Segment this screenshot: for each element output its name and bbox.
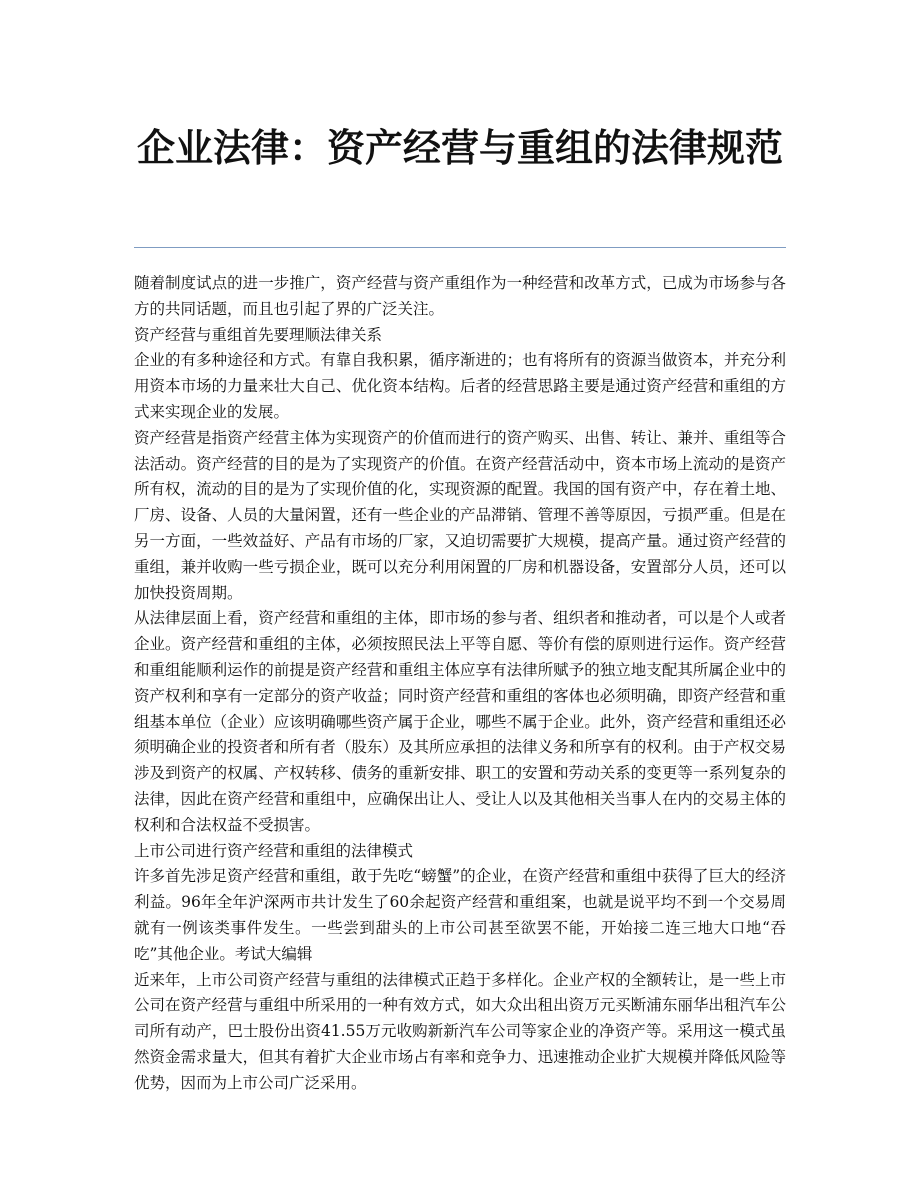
title-divider	[134, 247, 786, 248]
paragraph: 资产经营是指资产经营主体为实现资产的价值而进行的资产购买、出售、转让、兼并、重组等合法活动。资产经营的目的是为了实现资产的价值。在资产经营活动中，资本市场上流动的是资产所有权，流动的目的是为了实现价值的化，实现资源的配置。我国的国有资产中，存在着土地、厂房、设备、人员的大量闲置，还有一些企业的产品滞销、管理不善等原因，亏损严重。但是在另一方面，一些效益好、产品有市场的厂家，又迫切需要扩大规模，提高产量。通过资产经营的重组，兼并收购一些亏损企业，既可以充分利用闲置的厂房和机器设备，安置部分人员，还可以加快投资周期。	[134, 428, 786, 602]
document-body	[134, 271, 786, 1097]
paragraph: 近来年，上市公司资产经营与重组的法律模式正趋于多样化。企业产权的全额转让，是一些上市公司在资产经营与重组中所采用的一种有效方式，如大众出租出资万元买断浦东丽华出租汽车公司所有动产，巴士股份出资41.55万元收购新新汽车公司等家企业的净资产等。采用这一模式虽然资金需求量大，但其有着扩大企业市场占有率和竞争力、迅速推动企业扩大规模并降低风险等优势，因而为上市公司广泛采用。	[134, 970, 786, 1092]
paragraph: 企业的有多种途径和方式。有靠自我积累，循序渐进的；也有将所有的资源当做资本，并充分利用资本市场的力量来壮大自己、优化资本结构。后者的经营思路主要是通过资产经营和重组的方式来实现企业的发展。	[134, 351, 786, 421]
paragraph: 许多首先涉足资产经营和重组，敢于先吃“螃蟹”的企业，在资产经营和重组中获得了巨大的经济利益。96年全年沪深两市共计发生了60余起资产经营和重组案，也就是说平均不到一个交易周就有一例该类事件发生。一些尝到甜头的上市公司甚至欲罢不能，开始接二连三地大口地“吞吃”其他企业。考试大编辑	[134, 867, 786, 963]
section-heading: 上市公司进行资产经营和重组的法律模式	[134, 841, 414, 860]
document-title: 企业法律：资产经营与重组的法律规范	[136, 126, 783, 170]
section-heading: 资产经营与重组首先要理顺法律关系	[134, 325, 383, 344]
paragraph: 从法律层面上看，资产经营和重组的主体，即市场的参与者、组织者和推动者，可以是个人或者企业。资产经营和重组的主体，必须按照民法上平等自愿、等价有偿的原则进行运作。资产经营和重组能顺利运作的前提是资产经营和重组主体应享有法律所赋予的独立地支配其所属企业中的资产权利和享有一定部分的资产收益；同时资产经营和重组的客体也必须明确，即资产经营和重组基本单位（企业）应该明确哪些资产属于企业，哪些不属于企业。此外，资产经营和重组还必须明确企业的投资者和所有者（股东）及其所应承担的法律义务和所享有的权利。由于产权交易涉及到资产的权属、产权转移、债务的重新安排、职工的安置和劳动关系的变更等一系列复杂的法律，因此在资产经营和重组中，应确保出让人、受让人以及其他相关当事人在内的交易主体的权利和合法权益不受损害。	[134, 609, 786, 834]
paragraph: 随着制度试点的进一步推广，资产经营与资产重组作为一种经营和改革方式，已成为市场参与各方的共同话题，而且也引起了界的广泛关注。	[134, 274, 786, 318]
